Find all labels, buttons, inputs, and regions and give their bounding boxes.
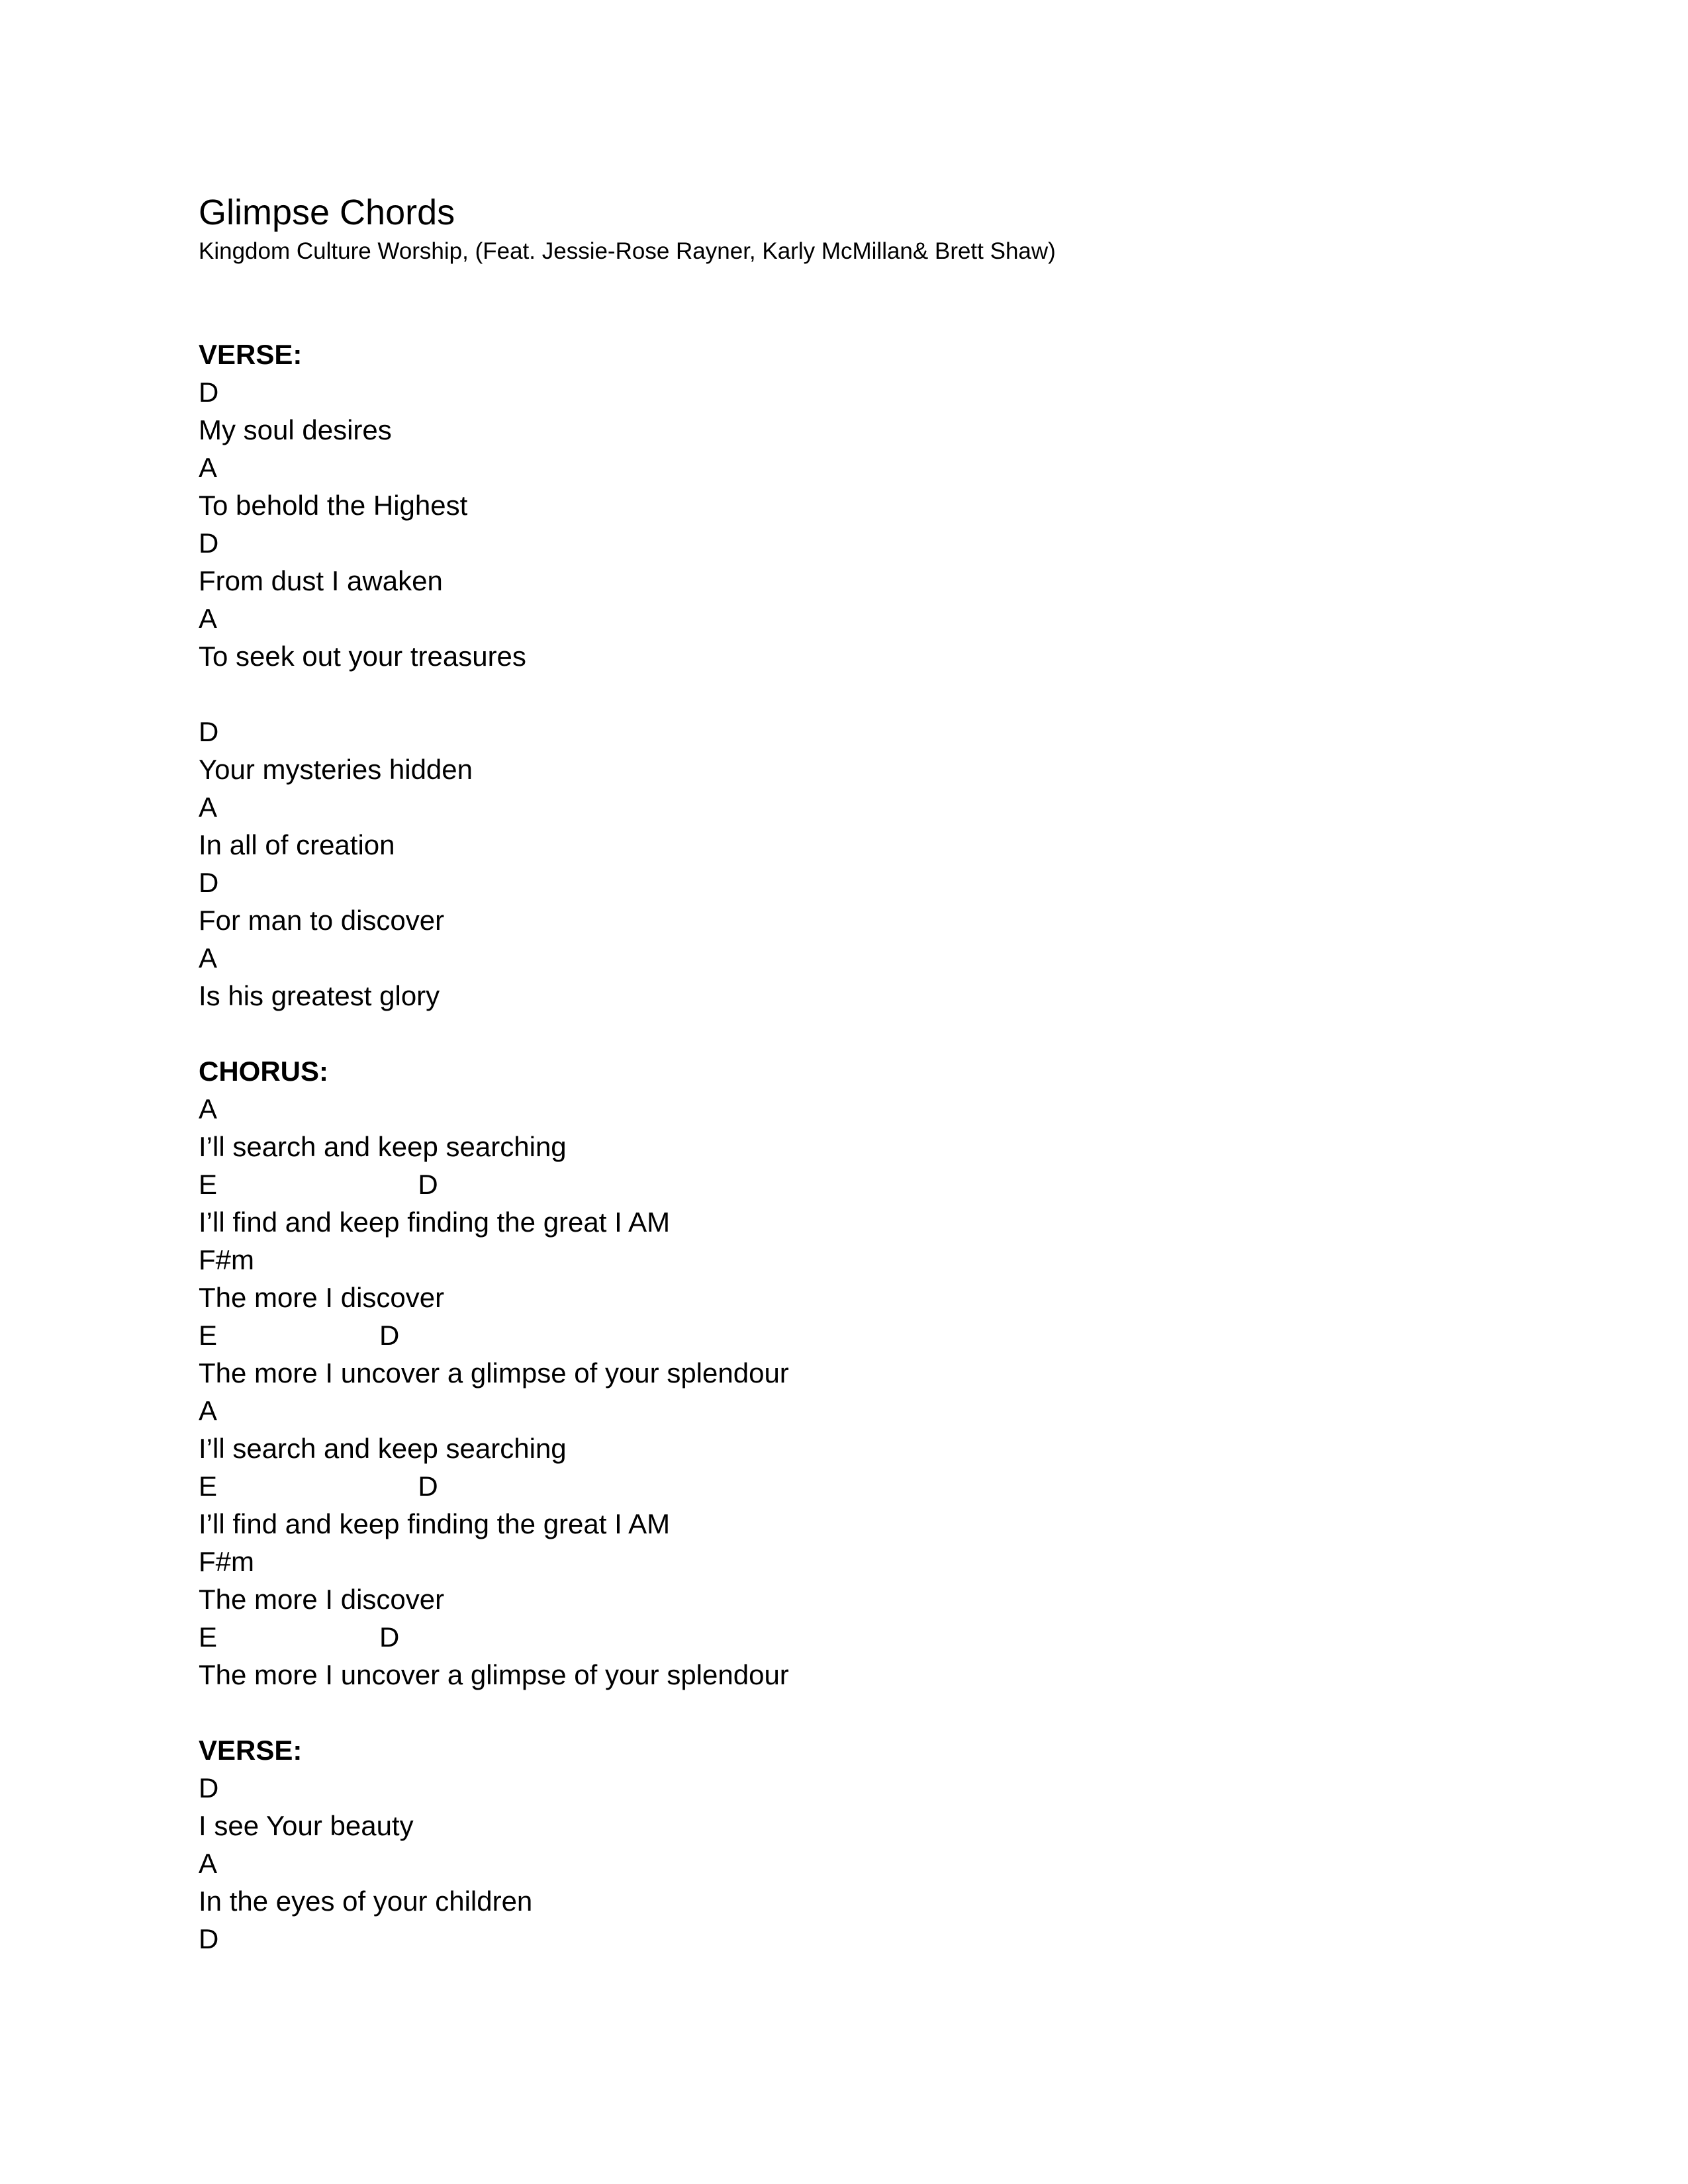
section-heading: VERSE: — [199, 1735, 303, 1766]
lyric-line: I’ll search and keep searching — [199, 1433, 567, 1464]
chord-line: A — [199, 1093, 218, 1124]
chord-line: E D — [199, 1320, 400, 1351]
chord-line: A — [199, 452, 218, 483]
chord-line: D — [199, 1923, 219, 1954]
chord-line: A — [199, 792, 218, 823]
stanza — [199, 1090, 1489, 1694]
lyric-line: In all of creation — [199, 829, 395, 860]
lyric-line: My soul desires — [199, 414, 392, 445]
stanza — [199, 1769, 1489, 1958]
lyric-line: I’ll search and keep searching — [199, 1131, 567, 1162]
chord-line: E D — [199, 1621, 400, 1653]
lyric-line: To behold the Highest — [199, 490, 468, 521]
chord-line: D — [199, 527, 219, 559]
chord-line: A — [199, 1848, 218, 1879]
lyric-line: To seek out your treasures — [199, 641, 526, 672]
song-section — [199, 1731, 1489, 1958]
lyric-line: The more I uncover a glimpse of your splendour — [199, 1659, 789, 1690]
stanza — [199, 713, 1489, 1015]
chord-line: D — [199, 867, 219, 898]
lyric-line: The more I discover — [199, 1584, 445, 1615]
chord-line: E D — [199, 1471, 438, 1502]
section-heading: CHORUS: — [199, 1056, 328, 1087]
lyric-line: From dust I awaken — [199, 565, 443, 596]
lyric-line: Is his greatest glory — [199, 980, 440, 1011]
document-body — [199, 336, 1489, 1958]
lyric-line: I’ll find and keep finding the great I AM — [199, 1508, 671, 1539]
chord-line: E D — [199, 1169, 438, 1200]
chord-line: D — [199, 716, 219, 747]
chord-line: D — [199, 1772, 219, 1803]
song-section — [199, 336, 1489, 1015]
lyric-line: For man to discover — [199, 905, 445, 936]
document-subtitle: Kingdom Culture Worship, (Feat. Jessie-Rose Rayner, Karly McMillan& Brett Shaw) — [199, 238, 1056, 264]
lyric-line: The more I discover — [199, 1282, 445, 1313]
stanza — [199, 373, 1489, 675]
chord-line: A — [199, 1395, 218, 1426]
song-section — [199, 1052, 1489, 1694]
chord-line: F#m — [199, 1546, 254, 1577]
chord-line: D — [199, 377, 219, 408]
chord-line: F#m — [199, 1244, 254, 1275]
section-heading: VERSE: — [199, 339, 303, 370]
lyric-line: In the eyes of your children — [199, 1886, 533, 1917]
chord-line: A — [199, 603, 218, 634]
lyric-line: I’ll find and keep finding the great I AM — [199, 1206, 671, 1238]
lyric-line: The more I uncover a glimpse of your splendour — [199, 1357, 789, 1388]
lyric-line: I see Your beauty — [199, 1810, 414, 1841]
document-title: Glimpse Chords — [199, 193, 455, 232]
chord-line: A — [199, 942, 218, 974]
lyric-line: Your mysteries hidden — [199, 754, 473, 785]
